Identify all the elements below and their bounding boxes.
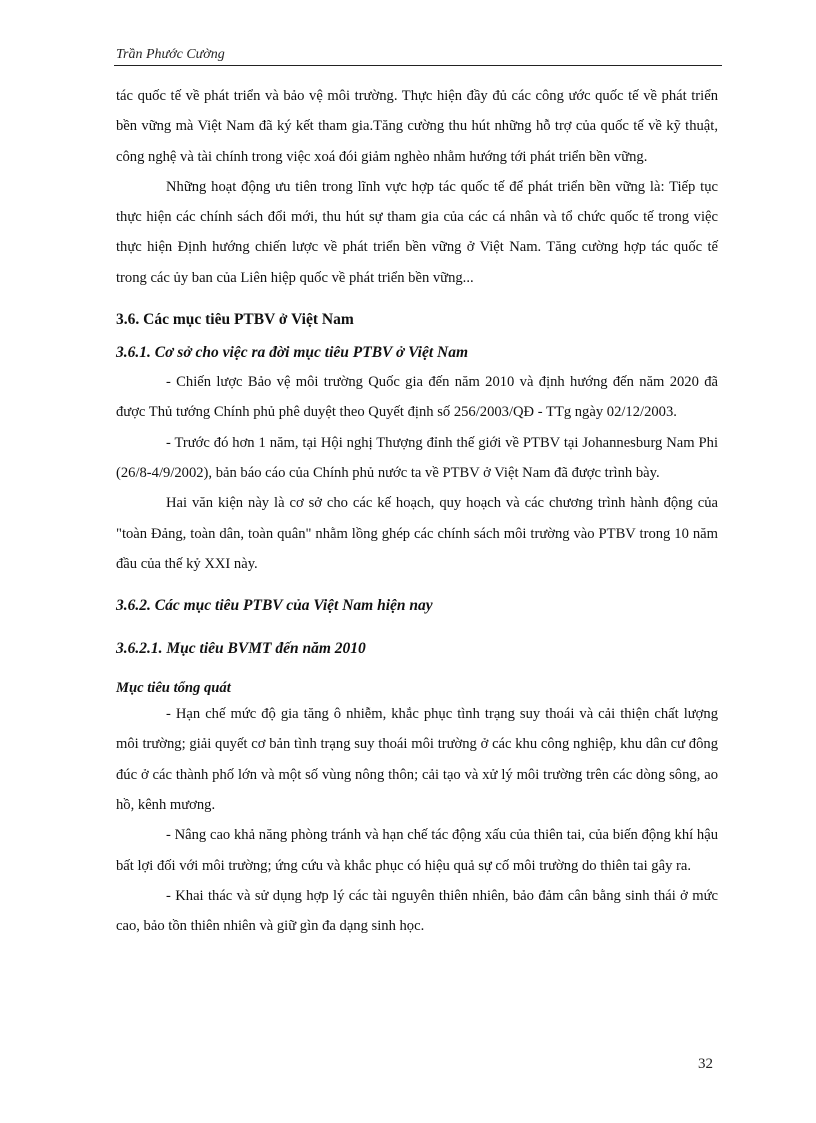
section-heading-3-6-1: 3.6.1. Cơ sở cho việc ra đời mục tiêu PTBV ở Việt Nam — [116, 344, 469, 362]
paragraph-5: Hai văn kiện này là cơ sở cho các kế hoạch, quy hoạch và các chương trình hành động của "toàn Đảng, toàn dân, toàn quân" nhằm lồng ghép các chính sách môi trường vào PTBV trong 10 năm đầu của thế kỷ XXI này. — [116, 495, 718, 572]
section-heading-3-6: 3.6. Các mục tiêu PTBV ở Việt Nam — [116, 311, 354, 329]
paragraph-7: - Nâng cao khả năng phòng tránh và hạn chế tác động xấu của thiên tai, của biến động khí hậu bất lợi đối với môi trường; ứng cứu và khắc phục có hiệu quả sự cố môi trường do thiên tai gây ra. — [116, 827, 718, 874]
paragraph-2: Những hoạt động ưu tiên trong lĩnh vực hợp tác quốc tế để phát triển bền vững là: Tiếp tục thực hiện các chính sách đổi mới, thu hút sự tham gia của các cá nhân và tổ chức quốc tế trong việc thực hiện Định hướng chiến lược về phát triển bền vững ở Việt Nam. Tăng cường hợp tác quốc tế trong các ủy ban của Liên hiệp quốc về phát triển bền vững... — [116, 178, 718, 286]
running-header: Trần Phước Cường — [116, 47, 225, 62]
paragraph-8: - Khai thác và sử dụng hợp lý các tài nguyên thiên nhiên, bảo đảm cân bằng sinh thái ở mức cao, bảo tồn thiên nhiên và giữ gìn đa dạng sinh học. — [116, 887, 718, 935]
page-content — [116, 81, 718, 942]
section-heading-3-6-2: 3.6.2. Các mục tiêu PTBV của Việt Nam hiện nay — [116, 597, 433, 615]
subheading-muc-tieu-tong-quat: Mục tiêu tổng quát — [116, 680, 231, 697]
page-number: 32 — [698, 1056, 713, 1072]
paragraph-1: tác quốc tế về phát triển và bảo vệ môi trường. Thực hiện đầy đủ các công ước quốc tế về phát triển bền vững mà Việt Nam đã ký kết tham gia.Tăng cường thu hút những hỗ trợ của quốc tế về kỹ thuật, công nghệ và tài chính trong việc xoá đói giảm nghèo nhằm hướng tới phát triển bền vững. — [116, 88, 718, 165]
section-heading-3-6-2-1: 3.6.2.1. Mục tiêu BVMT đến năm 2010 — [116, 640, 366, 658]
paragraph-3: - Chiến lược Bảo vệ môi trường Quốc gia đến năm 2010 và định hướng đến năm 2020 đã được Thủ tướng Chính phủ phê duyệt theo Quyết định số 256/2003/QĐ - TTg ngày 02/12/2003. — [116, 374, 718, 421]
paragraph-4: - Trước đó hơn 1 năm, tại Hội nghị Thượng đỉnh thế giới về PTBV tại Johannesburg Nam Phi (26/8-4/9/2002), bản báo cáo của Chính phủ nước ta về PTBV ở Việt Nam đã được trình bày. — [116, 434, 718, 481]
paragraph-6: - Hạn chế mức độ gia tăng ô nhiễm, khắc phục tình trạng suy thoái và cải thiện chất lượng môi trường; giải quyết cơ bản tình trạng suy thoái môi trường ở các khu công nghiệp, khu dân cư đông đúc ở các thành phố lớn và một số vùng nông thôn; cải tạo và xử lý môi trường trên các dòng sông, ao hồ, kênh mương. — [116, 706, 718, 814]
header-rule — [114, 65, 722, 66]
